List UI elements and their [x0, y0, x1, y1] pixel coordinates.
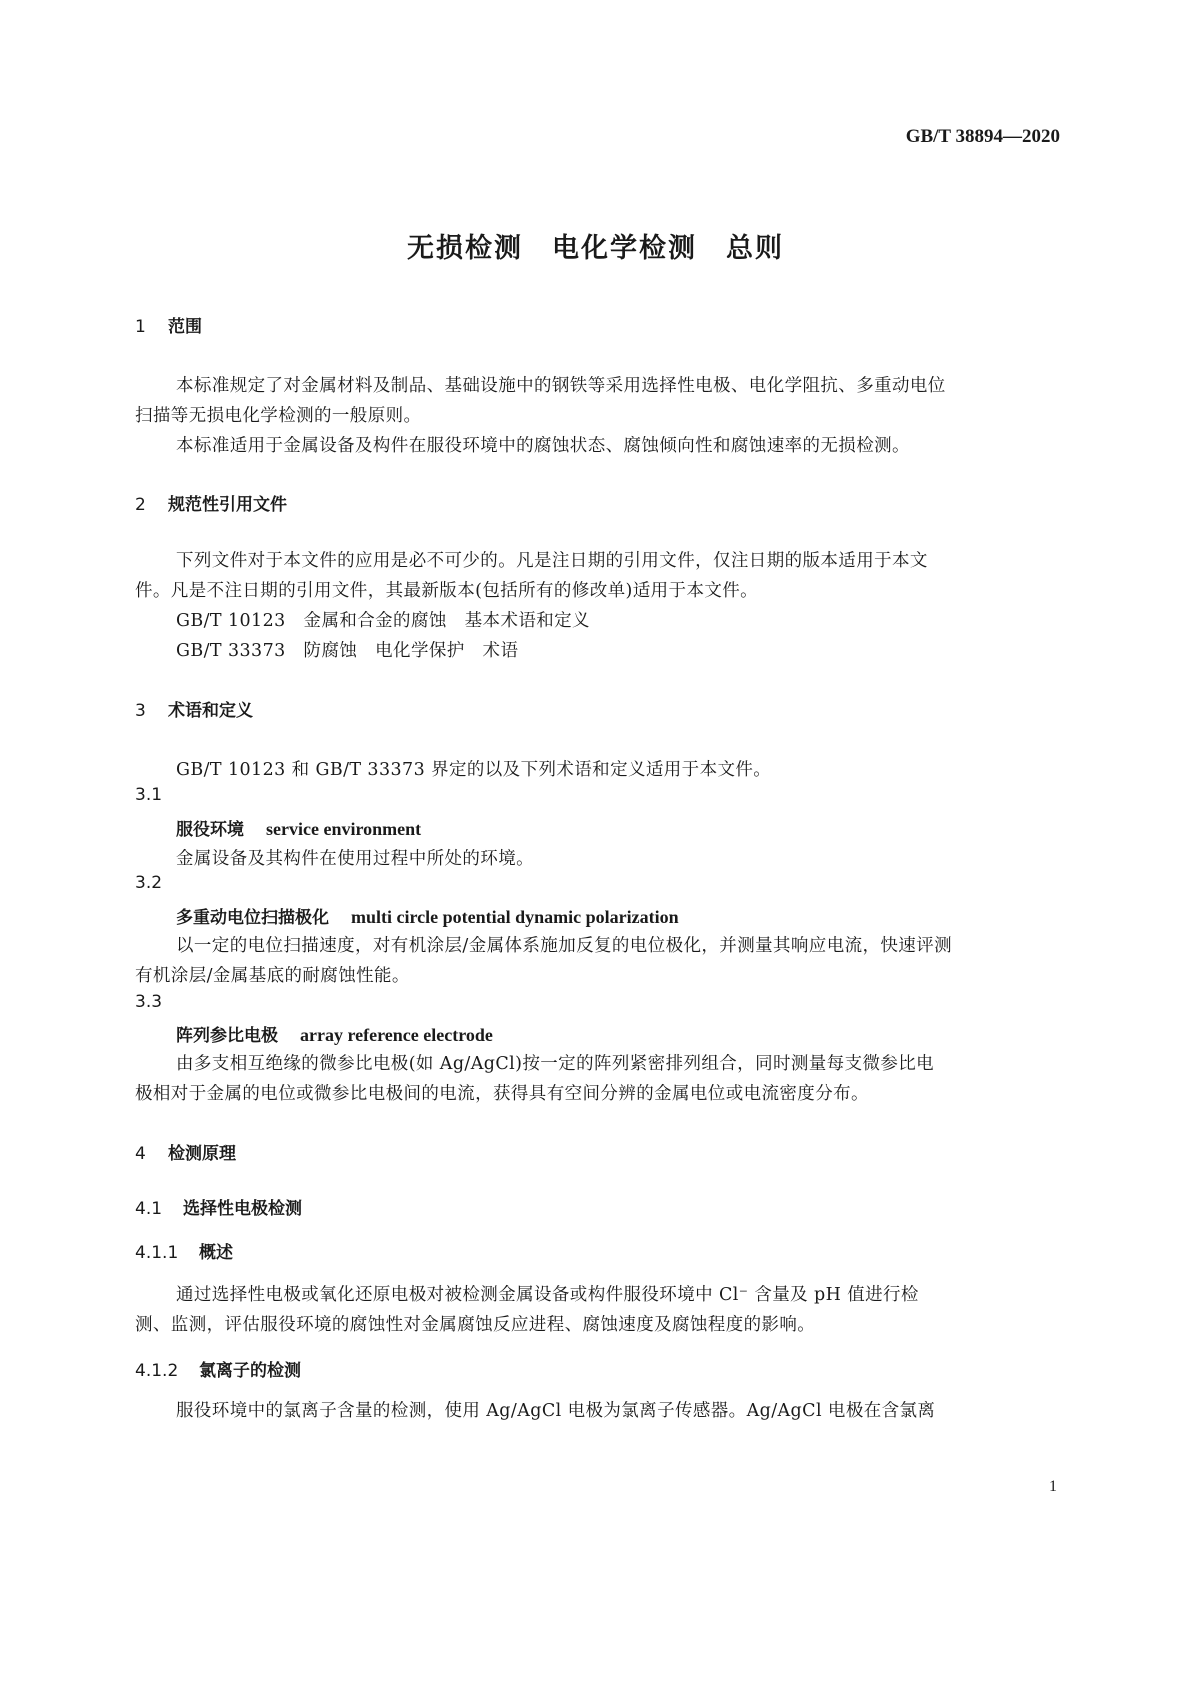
- paragraph-line: GB/T 10123 和 GB/T 33373 界定的以及下列术语和定义适用于本文件。: [176, 760, 772, 780]
- section-number: 4.1.1: [135, 1243, 179, 1263]
- section-4-heading: [135, 1139, 236, 1164]
- term-heading: [176, 815, 421, 840]
- section-1-heading: [135, 312, 202, 337]
- section-2-heading: [135, 490, 287, 515]
- paragraph-line: 本标准规定了对金属材料及制品、基础设施中的钢铁等采用选择性电极、电化学阻抗、多重动电位: [176, 376, 946, 396]
- section-title: 概述: [199, 1243, 233, 1263]
- paragraph-line: 通过选择性电极或氧化还原电极对被检测金属设备或构件服役环境中 Cl⁻ 含量及 pH 值进行检: [176, 1285, 919, 1305]
- term-definition: 金属设备及其构件在使用过程中所处的环境。: [176, 849, 534, 869]
- term-heading: [176, 1021, 493, 1046]
- section-number: 4: [135, 1144, 146, 1164]
- paragraph-line: 件。凡是不注日期的引用文件，其最新版本(包括所有的修改单)适用于本文件。: [135, 581, 759, 601]
- standard-number: GB/T 38894—2020: [905, 126, 1060, 147]
- section-title: 选择性电极检测: [183, 1199, 302, 1219]
- section-4-1-heading: [135, 1194, 302, 1219]
- section-number: 4.1: [135, 1199, 163, 1219]
- term-number: 3.1: [135, 785, 163, 805]
- term-definition: 有机涂层/金属基底的耐腐蚀性能。: [135, 966, 410, 986]
- section-number: 2: [135, 495, 146, 515]
- term-english: multi circle potential dynamic polarization: [351, 907, 679, 927]
- term-english: array reference electrode: [300, 1025, 493, 1045]
- paragraph-line: 下列文件对于本文件的应用是必不可少的。凡是注日期的引用文件，仅注日期的版本适用于本文: [176, 551, 928, 571]
- section-4-1-2-heading: [135, 1356, 301, 1381]
- section-3-heading: [135, 696, 253, 721]
- paragraph-line: 测、监测，评估服役环境的腐蚀性对金属腐蚀反应进程、腐蚀速度及腐蚀程度的影响。: [135, 1315, 816, 1335]
- term-chinese: 阵列参比电极: [176, 1026, 278, 1046]
- term-chinese: 多重动电位扫描极化: [176, 908, 329, 928]
- term-definition: 以一定的电位扫描速度，对有机涂层/金属体系施加反复的电位极化，并测量其响应电流，快速评测: [176, 936, 952, 956]
- section-title: 规范性引用文件: [168, 495, 287, 515]
- page-number: 1: [1049, 1478, 1057, 1495]
- section-title: 氯离子的检测: [199, 1361, 301, 1381]
- document-title: 无损检测 电化学检测 总则: [407, 233, 784, 264]
- term-number: 3.3: [135, 992, 163, 1012]
- term-english: service environment: [266, 819, 422, 839]
- term-heading: [176, 903, 679, 928]
- section-4-1-1-heading: [135, 1238, 233, 1263]
- section-title: 范围: [168, 317, 202, 337]
- normative-reference: GB/T 33373 防腐蚀 电化学保护 术语: [176, 641, 519, 661]
- paragraph-line: 扫描等无损电化学检测的一般原则。: [135, 406, 422, 426]
- term-definition: 极相对于金属的电位或微参比电极间的电流，获得具有空间分辨的金属电位或电流密度分布。: [135, 1084, 869, 1104]
- term-definition: 由多支相互绝缘的微参比电极(如 Ag/AgCl)按一定的阵列紧密排列组合，同时测量每支微参比电: [176, 1054, 935, 1074]
- section-title: 术语和定义: [168, 701, 253, 721]
- term-number: 3.2: [135, 873, 163, 893]
- section-number: 3: [135, 701, 146, 721]
- section-number: 1: [135, 317, 146, 337]
- section-number: 4.1.2: [135, 1361, 179, 1381]
- term-chinese: 服役环境: [176, 820, 244, 840]
- normative-reference: GB/T 10123 金属和合金的腐蚀 基本术语和定义: [176, 611, 590, 631]
- section-title: 检测原理: [168, 1144, 236, 1164]
- paragraph-line: 服役环境中的氯离子含量的检测，使用 Ag/AgCl 电极为氯离子传感器。Ag/AgCl 电极在含氯离: [176, 1401, 936, 1421]
- paragraph-line: 本标准适用于金属设备及构件在服役环境中的腐蚀状态、腐蚀倾向性和腐蚀速率的无损检测。: [176, 436, 910, 456]
